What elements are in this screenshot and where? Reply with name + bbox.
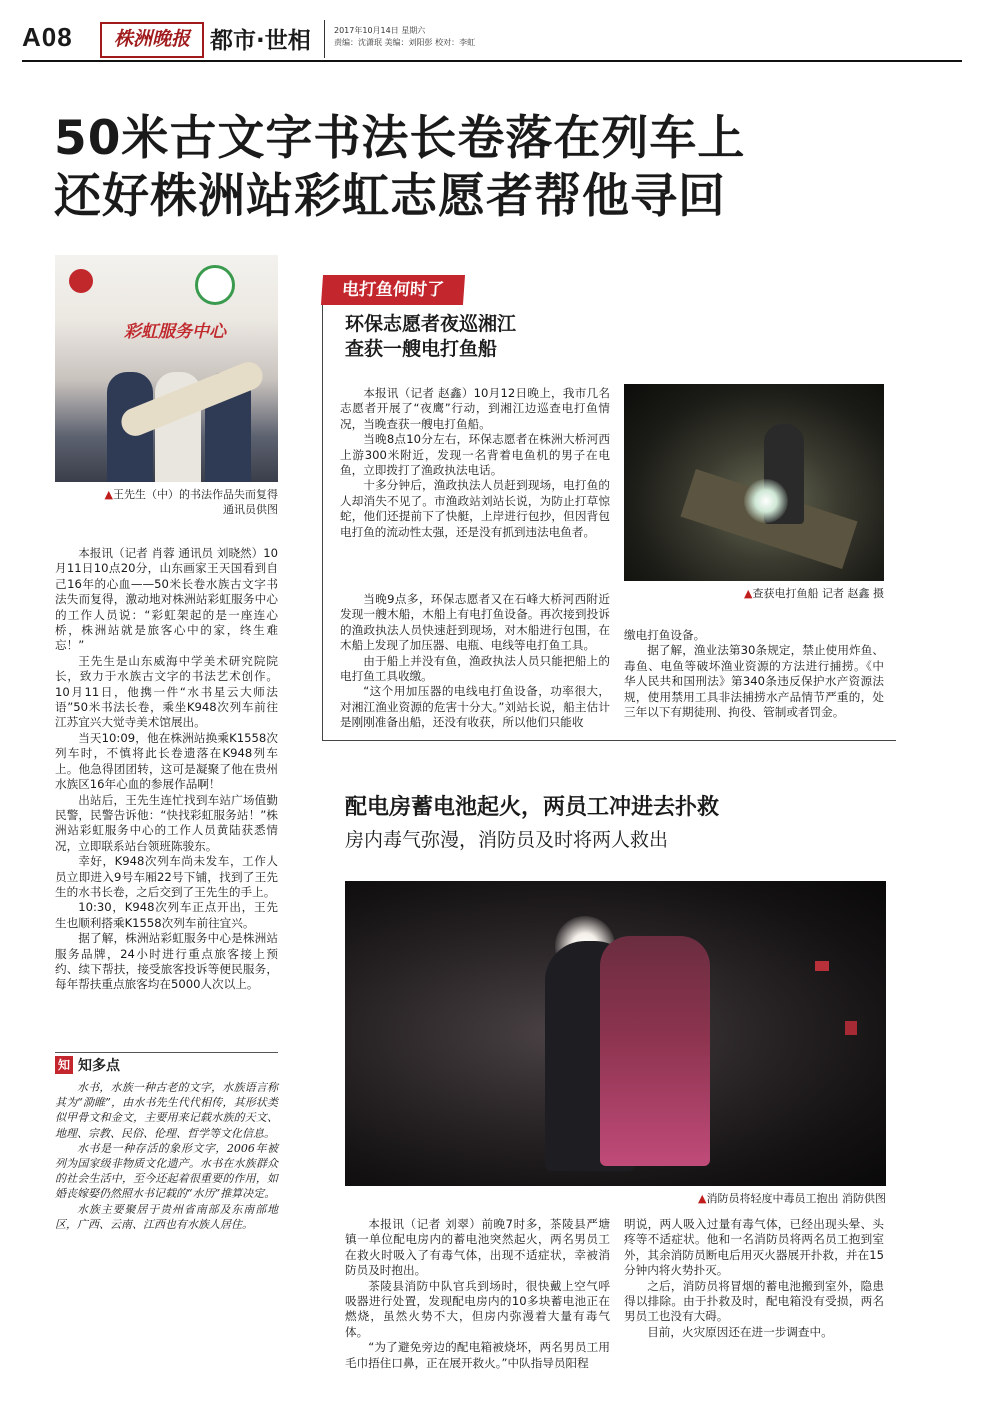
main-paragraph: 王先生是山东威海中学美术研究院院长，致力于水族古文字的书法艺术创作。10月11日，他携一件“水书星云大师法语”50米书法长卷，乘坐K948次列车前往江苏宜兴大觉寺美术馆展出。 [55,653,278,730]
fish-story-col-1 [340,386,610,540]
fire-photo-credit: 消防供图 [842,1192,886,1205]
main-headline [54,110,745,226]
knowledge-divider [55,1052,278,1053]
editor-credits: 责编：沈潇珉 美编：刘阳彭 校对：李虹 [334,38,476,47]
fire-paragraph: 本报讯（记者 刘翠）前晚7时多，茶陵县严塘镇一单位配电房内的蓄电池突然起火，两名男员工在救火时吸入了有毒气体，出现不适症状，幸被消防员及时抱出。 [345,1217,610,1278]
knowledge-body [55,1080,278,1232]
caption-triangle-icon: ▲ [744,587,753,600]
main-paragraph: 当天10:09，他在株洲站换乘K1558次列车时，不慎将此长卷遗落在K948列车上。他急得团团转，这可是凝聚了他在贵州水族区16年心血的参展作品啊！ [55,730,278,792]
fish-paragraph: 十多分钟后，渔政执法人员赶到现场，电打鱼的人却消失不见了。市渔政站刘站长说，为防止打草惊蛇，他们还提前下了快艇，上岸进行包抄，但因背包电打鱼的流动性太强，还是没有抓到违法电鱼者。 [340,478,610,539]
fish-paragraph-continued: 缴电打鱼设备。 [624,628,706,642]
dateline [334,25,475,49]
knowledge-paragraph: 水书，水族一种古老的文字，水族语言称其为“泐睢”，由水书先生代代相传，其形状类似甲骨文和金文，主要用来记载水族的天文、地理、宗教、民俗、伦理、哲学等文化信息。 [55,1081,278,1140]
firefighter-rescue-photo [345,881,886,1186]
fish-paragraph: 当晚9点多，环保志愿者又在石峰大桥河西附近发现一艘木船，木船上有电打鱼设备。再次接到投诉的渔政执法人员快速赶到现场，对木船进行包围，在木船上发现了加压器、电瓶、电线等电打鱼工具。 [340,592,610,653]
knowledge-paragraph: 水族主要聚居于贵州省南部及东南部地区，广西、云南、江西也有水族人居住。 [55,1202,278,1231]
fish-photo-caption: ▲查获电打鱼船 记者 赵鑫 摄 [744,587,884,600]
service-logo-icon [195,265,235,305]
fish-story-col-3 [624,628,884,720]
rainbow-service-photo [55,255,278,482]
fire-paragraph: 目前，火灾原因还在进一步调查中。 [647,1324,833,1339]
main-paragraph: 本报讯（记者 肖蓉 通讯员 刘晓然）10月11日10点20分，山东画家王天国看到自己16年的心血——50米长卷水族古文字书法失而复得，激动地对株洲站彩虹服务中心的工作人员说：“彩虹架起的是一座连心桥，株洲站就是旅客心中的家，终生难忘！” [55,546,278,653]
page-number: A08 [22,22,73,52]
main-paragraph: 幸好，K948次列车尚未发车，工作人员立即进入9号车厢22号下铺，找到了王先生的水书长卷，之后交到了王先生的手上。 [55,854,278,899]
rescued-worker-figure [600,936,710,1166]
caption-triangle-icon: ▲ [104,488,113,501]
electric-fishing-boat-photo [624,384,884,581]
main-paragraph: 出站后，王先生连忙找到车站广场值勤民警，民警告诉他：“快找彩虹服务站！”株洲站彩虹服务中心的工作人员黄陆获悉情况，立即联系站台领班陈骏东。 [55,792,278,853]
fish-paragraph: 据了解，渔业法第30条规定，禁止使用炸鱼、毒鱼、电鱼等破坏渔业资源的方法进行捕捞。《中华人民共和国刑法》第340条违反保护水产资源法规，使用禁用工具非法捕捞水产品情节严重的，处三年以下有期徒刑、拘役、管制或者罚金。 [624,643,884,720]
main-photo-credit: 通讯员供图 [223,503,278,516]
fish-paragraph: 当晚8点10分左右，环保志愿者在株洲大桥河西上游300米附近，发现一名背着电鱼机的男子在电鱼，立即拨打了渔政执法电话。 [340,432,610,478]
fish-headline-line-2: 查获一艘电打鱼船 [345,338,498,360]
header-rule [22,60,962,62]
fire-paragraph-continued: 明说，两人吸入过量有毒气体，已经出现头晕、头疼等不适症状。他和一名消防员将两名员工抱到室外，其余消防员断电后用灭火器展开扑救，并在15分钟内将火势扑灭。 [624,1217,884,1278]
fish-story-col-2 [340,592,610,731]
fish-photo-credit: 记者 赵鑫 摄 [822,587,884,600]
fish-paragraph: “这个用加压器的电线电打鱼设备，功率很大，对湘江渔业资源的危害十分大。”刘站长说，船主估计是刚刚准备出船，还没有收获，所以他们只能收 [340,684,610,730]
fire-story-col-2 [624,1217,884,1340]
main-headline-line-2: 还好株洲站彩虹志愿者帮他寻回 [54,169,726,224]
fire-paragraph: “为了避免旁边的配电箱被烧坏，两名男员工用毛巾捂住口鼻，正在展开救火。”中队指导员阳程 [345,1340,610,1370]
fire-paragraph: 茶陵县消防中队官兵到场时，很快戴上空气呼吸器进行处置，发现配电房内的10多块蓄电池正在燃烧，虽然火势不大，但房内弥漫着大量有毒气体。 [345,1278,610,1339]
fish-story-tag: 电打鱼何时了 [321,275,465,305]
flashlight-glow [744,479,788,523]
indicator-light [815,961,829,971]
newspaper-masthead: 株洲晚报 [100,22,204,58]
knowledge-paragraph: 水书是一种存活的象形文字，2006年被列为国家级非物质文化遗产。水书在水族群众的社会生活中，至今还起着很重要的作用，如婚丧嫁娶仍然照水书记载的“水历”推算决定。 [55,1141,278,1201]
fish-headline-line-1: 环保志愿者夜巡湘江 [345,313,517,335]
fire-paragraph: 之后，消防员将冒烟的蓄电池搬到室外，隐患得以排除。由于扑救及时，配电箱没有受损，两名男员工也没有大碍。 [624,1278,884,1324]
main-story-body [55,546,278,993]
fire-story-subheadline: 房内毒气弥漫，消防员及时将两人救出 [345,829,669,851]
main-paragraph: 据了解，株洲站彩虹服务中心是株洲站服务品牌，24小时进行重点旅客接上预约、续下帮扶，接受旅客投诉等便民服务，每年帮扶重点旅客均在5000人次以上。 [55,931,278,992]
main-paragraph: 10:30，K948次列车正点开出，王先生也顺利搭乘K1558次列车前往宜兴。 [55,900,278,930]
fire-photo-caption: ▲消防员将轻度中毒员工抱出 消防供图 [698,1192,886,1205]
knowledge-title: 知多点 [78,1058,120,1074]
fish-paragraph: 本报讯（记者 赵鑫）10月12日晚上，我市几名志愿者开展了“夜鹰”行动，到湘江边巡查电打鱼情况，当晚查获一艘电打鱼船。 [340,386,610,431]
main-headline-line-1: 50米古文字书法长卷落在列车上 [54,111,746,166]
section-title: 都市·世相 [210,28,311,54]
fire-story-col-1 [345,1217,610,1371]
fish-paragraph: 由于船上并没有鱼，渔政执法人员只能把船上的电打鱼工具收缴。 [340,653,610,684]
party-emblem-icon [69,269,93,293]
header-divider [324,20,325,58]
caption-triangle-icon: ▲ [698,1192,707,1205]
knowledge-icon: 知 [55,1056,73,1074]
fish-story-headline [345,312,516,362]
fire-story-headline: 配电房蓄电池起火，两员工冲进去扑救 [345,795,720,820]
photo-banner-text: 彩虹服务中心 [124,322,226,342]
main-photo-caption: ▲王先生（中）的书法作品失而复得 通讯员供图 [90,487,278,517]
indicator-light [845,1021,857,1035]
issue-date: 2017年10月14日 星期六 [334,26,426,35]
